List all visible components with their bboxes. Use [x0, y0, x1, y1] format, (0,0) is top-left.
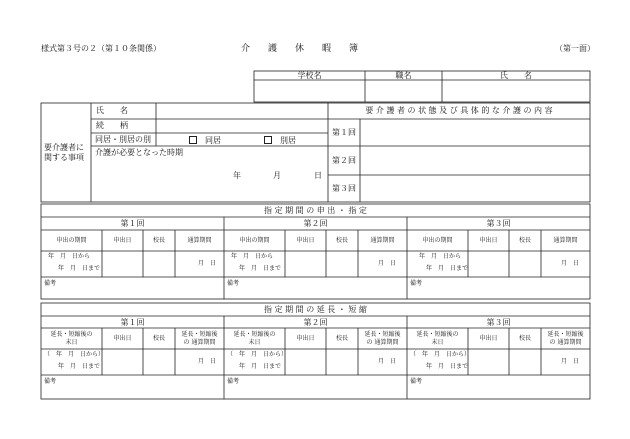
ext-col-end: 延長・短縮後の 末日	[416, 331, 459, 346]
care-name-label: 氏 名	[96, 106, 128, 115]
extension-round-2: 第２回	[303, 318, 328, 327]
ext-col-date: 申出日	[479, 335, 498, 342]
date-month: 月	[273, 171, 281, 180]
ext-col-end: 延長・短縮後の 末日	[233, 331, 276, 346]
ext-col-total: 延長・短縮後 の 通算期間	[547, 331, 584, 346]
app-col-period: 申出の期間	[56, 237, 87, 244]
ext-col-principal: 校長	[152, 335, 165, 342]
ext-col-total: 延長・短縮後 の 通算期間	[364, 331, 401, 346]
care-reason-label: 介護が必要となった時期	[95, 148, 183, 157]
app-to-text: 年 月 日まで	[58, 265, 101, 272]
app-col-total: 通算期間	[370, 237, 395, 244]
form-number: 様式第３号の２（第１０条関係）	[41, 44, 161, 53]
ext-col-principal: 校長	[335, 335, 348, 342]
care-state-header: 要 介 護 者 の 状 態 及 び 具 体 的 な 介 護 の 内 容	[365, 106, 553, 115]
ext-remarks-1: 備考	[44, 378, 57, 385]
state-round-2: 第２回	[332, 156, 356, 165]
app-col-date: 申出日	[296, 237, 315, 244]
ext-from-text: （ 年 月 日から）	[44, 351, 105, 358]
app-col-date: 申出日	[479, 237, 498, 244]
ext-total-text: 月 日	[561, 358, 580, 365]
app-from-text: 年 月 日から	[419, 253, 462, 260]
app-to-text: 年 月 日まで	[426, 265, 469, 272]
ext-total-text: 月 日	[198, 358, 217, 365]
ext-to-text: 年 月 日まで	[426, 363, 469, 370]
state-round-1: 第１回	[332, 128, 356, 137]
app-col-total: 通算期間	[187, 237, 212, 244]
app-total-text: 月 日	[378, 260, 397, 267]
app-from-text: 年 月 日から	[231, 253, 274, 260]
living-apart-checkbox[interactable]: 別居	[264, 136, 296, 145]
ext-to-text: 年 月 日まで	[58, 363, 101, 370]
ext-remarks-3: 備考	[410, 378, 423, 385]
app-total-text: 月 日	[198, 260, 217, 267]
app-remarks-2: 備考	[227, 280, 240, 287]
position-input[interactable]	[366, 81, 441, 101]
state-input-1[interactable]	[361, 120, 589, 145]
extension-section-title: 指 定 期 間 の 延 長 ・ 短 縮	[264, 305, 367, 314]
staff-name-input[interactable]	[443, 81, 589, 101]
ext-from-text: （ 年 月 日から）	[227, 351, 288, 358]
state-input-2[interactable]	[361, 147, 589, 174]
app-to-text: 年 月 日まで	[239, 265, 282, 272]
ext-col-total: 延長・短縮後 の 通算期間	[181, 331, 218, 346]
date-year: 年	[233, 171, 241, 180]
ext-col-principal: 校長	[518, 335, 531, 342]
application-round-2: 第２回	[303, 219, 328, 228]
extension-round-3: 第３回	[486, 318, 511, 327]
page-title: 介 護 休 暇 簿	[241, 44, 359, 54]
app-col-date: 申出日	[113, 237, 132, 244]
app-col-principal: 校長	[335, 237, 348, 244]
position-label: 職名	[395, 71, 412, 80]
app-remarks-3: 備考	[410, 280, 423, 287]
app-col-principal: 校長	[518, 237, 531, 244]
app-col-period: 申出の期間	[422, 237, 453, 244]
care-relation-label: 続 柄	[96, 121, 128, 130]
ext-remarks-2: 備考	[227, 378, 240, 385]
ext-total-text: 月 日	[378, 358, 397, 365]
school-label: 学校名	[297, 71, 322, 80]
app-col-total: 通算期間	[553, 237, 578, 244]
page-indicator: （第一面）	[555, 44, 595, 53]
app-total-text: 月 日	[561, 260, 580, 267]
ext-col-date: 申出日	[296, 335, 315, 342]
ext-to-text: 年 月 日まで	[239, 363, 282, 370]
care-name-input[interactable]	[157, 104, 327, 118]
staff-name-label: 氏 名	[500, 71, 532, 80]
ext-col-date: 申出日	[113, 335, 132, 342]
application-round-1: 第１回	[120, 219, 145, 228]
extension-round-1: 第１回	[120, 318, 145, 327]
app-col-principal: 校長	[152, 237, 165, 244]
app-col-period: 申出の期間	[239, 237, 270, 244]
state-round-3: 第３回	[332, 184, 356, 193]
care-living-label: 同居・別居の別	[95, 135, 151, 144]
school-input[interactable]	[255, 81, 364, 101]
care-relation-input[interactable]	[157, 120, 327, 132]
state-input-3[interactable]	[361, 176, 589, 201]
app-remarks-1: 備考	[44, 280, 57, 287]
date-day: 日	[314, 171, 322, 180]
application-round-3: 第３回	[486, 219, 511, 228]
ext-col-end: 延長・短縮後の 末日	[50, 331, 93, 346]
care-subject-section-label: 要介護者に関する事項	[44, 143, 84, 162]
living-together-checkbox[interactable]: 同居	[189, 136, 221, 145]
app-from-text: 年 月 日から	[48, 253, 91, 260]
application-section-title: 指 定 期 間 の 申 出 ・ 指 定	[264, 206, 367, 215]
ext-from-text: （ 年 月 日から）	[410, 351, 471, 358]
